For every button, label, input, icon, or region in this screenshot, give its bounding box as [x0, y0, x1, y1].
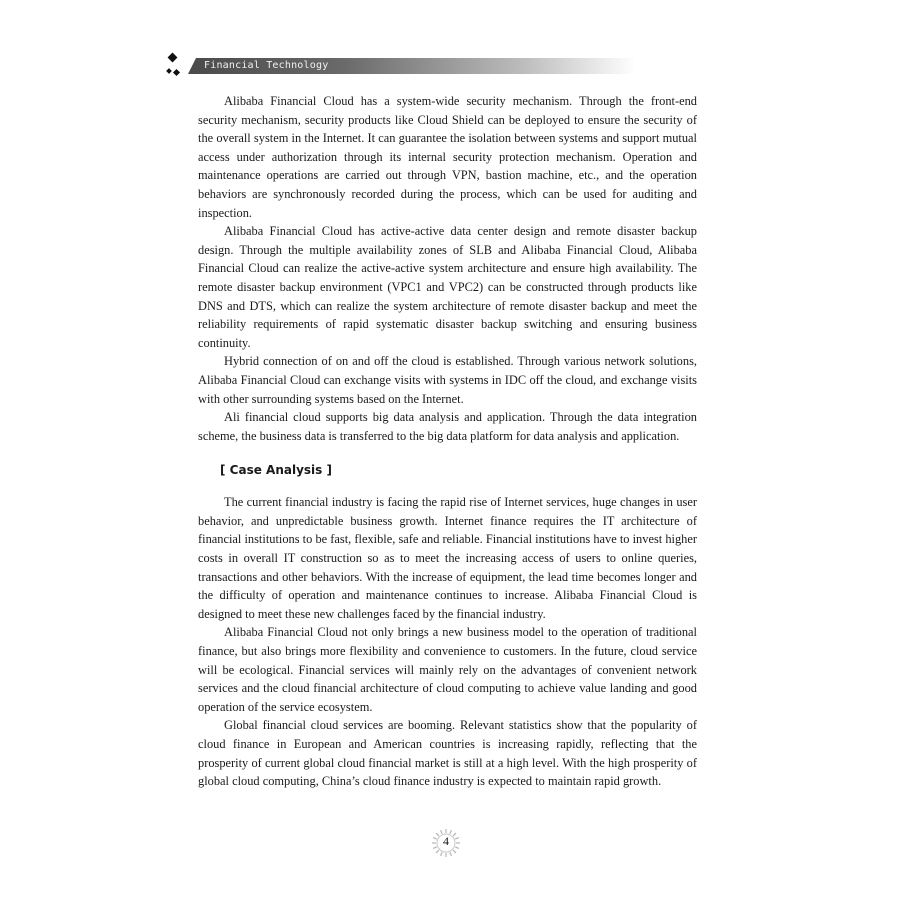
page-number: 4	[443, 834, 449, 848]
diamond-ornament-icon	[166, 52, 188, 80]
paragraph-security: Alibaba Financial Cloud has a system-wide security mechanism. Through the front-end security mechanism, security products like Cloud Shield can be deployed to ensure the security of the overall system in the Internet. It can guarantee the isolation between systems and support mutual access under authorization through its internal security protection mechanism. Operation and maintenance operations are carried out through VPN, bastion machine, etc., and the operation behaviors are synchronously recorded during the process, which can be used for auditing and inspection.	[198, 94, 697, 220]
running-header	[166, 52, 636, 80]
page-number-badge	[431, 828, 461, 858]
page-body	[198, 92, 697, 791]
header-bar-notch	[188, 58, 196, 74]
header-title: Financial Technology	[204, 60, 329, 71]
section-heading-case-analysis: [ Case Analysis ]	[220, 463, 332, 478]
paragraph-global-market: Global financial cloud services are booming. Relevant statistics show that the popularity of cloud finance in European and American countries is increasing rapidly, reflecting that the prosperity of current global cloud financial market is still at a high level. With the high prosperity of global cloud computing, China’s cloud finance industry is expected to maintain rapid growth.	[198, 718, 697, 789]
paragraph-active-active: Alibaba Financial Cloud has active-active data center design and remote disaster backup design. Through the multiple availability zones of SLB and Alibaba Financial Cloud, Alibaba Financial Cloud can realize the active-active system architecture and ensure high availability. The remote disaster backup environment (VPC1 and VPC2) can be constructed through products like DNS and DTS, which can realize the system architecture of remote disaster backup and meet the reliability requirements of rapid systematic disaster backup switching and ensuring business continuity.	[198, 224, 697, 350]
paragraph-hybrid-connection: Hybrid connection of on and off the cloud is established. Through various network solutions, Alibaba Financial Cloud can exchange visits with systems in IDC off the cloud, and exchange visits with other surrounding systems based on the Internet.	[198, 354, 697, 406]
paragraph-business-model: Alibaba Financial Cloud not only brings a new business model to the operation of traditional finance, but also brings more flexibility and convenience to customers. In the future, cloud service will be ecological. Financial services will mainly rely on the advantages of convenient network services and the cloud financial architecture of cloud computing to achieve value landing and good operation of the service ecosystem.	[198, 625, 697, 714]
paragraph-big-data: Ali financial cloud supports big data analysis and application. Through the data integration scheme, the business data is transferred to the big data platform for data analysis and application.	[198, 410, 697, 443]
paragraph-industry-challenges: The current financial industry is facing the rapid rise of Internet services, huge changes in user behavior, and unpredictable business growth. Internet finance requires the IT architecture of financial institutions to be fast, flexible, safe and reliable. Financial institutions have to invest higher costs in overall IT construction so as to meet the increasing access of users to online queries, transactions and other behaviors. With the increase of equipment, the lead time becomes longer and the difficulty of operation and maintenance continues to increase. Alibaba Financial Cloud is designed to meet these new challenges faced by the financial industry.	[198, 495, 697, 621]
